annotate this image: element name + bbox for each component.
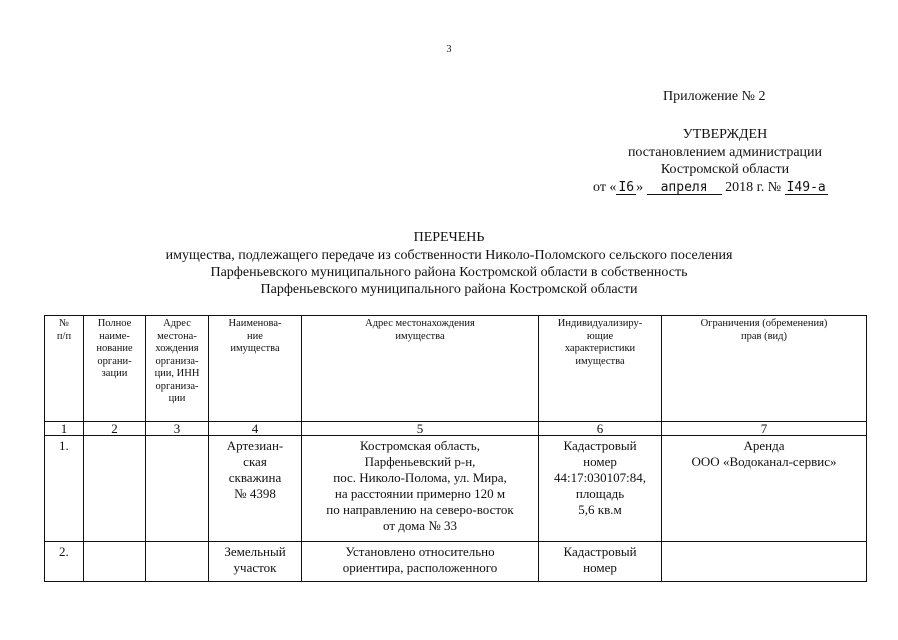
column-header-line: №: [58, 318, 70, 329]
organization-address: [146, 542, 209, 582]
column-header: [209, 316, 302, 422]
column-number-line: 6: [596, 421, 604, 436]
column-header-line: Адрес местонахождения: [365, 318, 475, 329]
property-address-line: Костромская область,: [359, 438, 480, 453]
property-address-line: от дома № 33: [383, 518, 457, 533]
column-header-line: Ограничения (обременения): [700, 318, 828, 329]
title-line-3: Парфеньевского муниципального района Костромской области: [260, 282, 638, 297]
property-name: [209, 436, 302, 542]
restrictions-line: Аренда: [743, 438, 785, 453]
date-month: апреля: [647, 181, 722, 195]
column-header-line: нование: [96, 343, 133, 354]
column-number: [84, 422, 146, 436]
title-line-2: Парфеньевского муниципального района Костромской области в собственность: [210, 265, 688, 280]
property-name-line: Земельный: [224, 544, 286, 559]
property-characteristics-line: площадь: [575, 486, 625, 501]
column-header-line: ющие: [586, 330, 614, 342]
column-header-line: Полное: [97, 318, 132, 329]
property-characteristics-line: номер: [583, 454, 617, 469]
header-row: [45, 316, 867, 422]
restrictions: [662, 436, 867, 542]
column-header-line: организа-: [155, 380, 199, 392]
column-number: [146, 422, 209, 436]
property-characteristics-line: Кадастровый: [563, 544, 637, 559]
column-header: [146, 316, 209, 422]
date-year: 2018 г. №: [725, 180, 782, 195]
property-characteristics-line: Кадастровый: [563, 438, 637, 453]
property-name-line: участок: [233, 560, 277, 575]
column-header-line: п/п: [56, 330, 72, 342]
decree-number: I49-а: [786, 180, 826, 195]
column-header-line: наиме-: [99, 330, 130, 342]
organization-name: [84, 542, 146, 582]
restrictions: [662, 542, 867, 582]
property-characteristics: [539, 542, 662, 582]
column-number: [539, 422, 662, 436]
column-header-line: ции: [168, 393, 186, 404]
row-number: [45, 542, 84, 582]
row-number: [45, 436, 84, 542]
property-table: [44, 315, 867, 582]
column-number-line: 2: [111, 421, 118, 436]
approval-issuer: постановлением администрации: [627, 145, 823, 160]
column-header: [662, 316, 867, 422]
property-address-line: Парфеньевский р-н,: [364, 454, 476, 469]
property-name-line: Артезиан-: [226, 438, 284, 453]
column-header: [539, 316, 662, 422]
column-header-line: характеристики: [564, 343, 636, 354]
column-header-line: прав (вид): [740, 330, 788, 342]
column-number: [662, 422, 867, 436]
row-number-line: 2.: [59, 544, 69, 559]
property-address-line: по направлению на северо-восток: [326, 502, 514, 517]
column-header-line: Адрес: [163, 318, 191, 329]
column-number-line: 3: [173, 421, 181, 436]
approval-region: Костромской области: [660, 162, 790, 177]
property-address-line: ориентира, расположенного: [342, 560, 498, 575]
property-address: [302, 542, 539, 582]
column-header: [45, 316, 84, 422]
column-number-line: 5: [416, 421, 424, 436]
column-header-line: органи-: [97, 355, 132, 367]
column-header-line: местона-: [157, 330, 197, 342]
column-number-line: 7: [760, 421, 768, 436]
organization-name: [84, 436, 146, 542]
property-characteristics-line: 44:17:030107:84,: [553, 470, 647, 485]
property-address-line: на расстоянии примерно 120 м: [334, 486, 506, 501]
column-header-line: имущества: [575, 355, 625, 367]
date-day: I6: [618, 180, 635, 195]
row-number-line: 1.: [59, 438, 69, 453]
column-number-row: [45, 422, 867, 436]
table-row: [45, 542, 867, 582]
property-address-line: Установлено относительно: [345, 544, 495, 559]
column-header-line: ние: [247, 330, 263, 342]
approval-date-line: [593, 180, 828, 196]
column-header-line: Индивидуализиру-: [557, 318, 643, 329]
column-number: [209, 422, 302, 436]
column-number: [302, 422, 539, 436]
organization-address: [146, 436, 209, 542]
column-header: [302, 316, 539, 422]
column-header-line: ции, ИНН: [154, 368, 200, 379]
page-number: 3: [446, 44, 452, 55]
column-number-line: 4: [251, 421, 259, 436]
column-header-line: организа-: [155, 355, 199, 367]
property-name-line: ская: [243, 454, 267, 469]
property-name: [209, 542, 302, 582]
property-characteristics: [539, 436, 662, 542]
column-header-line: имущества: [395, 330, 445, 342]
property-characteristics-line: 5,6 кв.м: [578, 502, 622, 517]
column-header-line: зации: [101, 368, 128, 379]
document-title: ПЕРЕЧЕНЬ: [413, 230, 485, 245]
column-number-line: 1: [60, 421, 68, 436]
property-address: [302, 436, 539, 542]
column-header-line: Наименова-: [228, 318, 282, 329]
approval-heading: УТВЕРЖДЕН: [682, 127, 768, 142]
property-address-line: пос. Николо-Полома, ул. Мира,: [333, 470, 507, 485]
date-mid: »: [636, 180, 644, 195]
date-prefix: от «: [593, 180, 617, 195]
property-name-line: скважина: [228, 470, 282, 485]
column-header-line: имущества: [230, 343, 280, 354]
property-name-line: № 4398: [234, 486, 276, 501]
property-characteristics-line: номер: [583, 560, 617, 575]
appendix-label: Приложение № 2: [663, 89, 766, 104]
title-line-1: имущества, подлежащего передаче из собственности Николо-Поломского сельского поселения: [165, 248, 733, 263]
restrictions-line: ООО «Водоканал-сервис»: [691, 454, 837, 469]
column-header: [84, 316, 146, 422]
column-number: [45, 422, 84, 436]
column-header-line: хождения: [155, 343, 199, 354]
table-row: [45, 436, 867, 542]
